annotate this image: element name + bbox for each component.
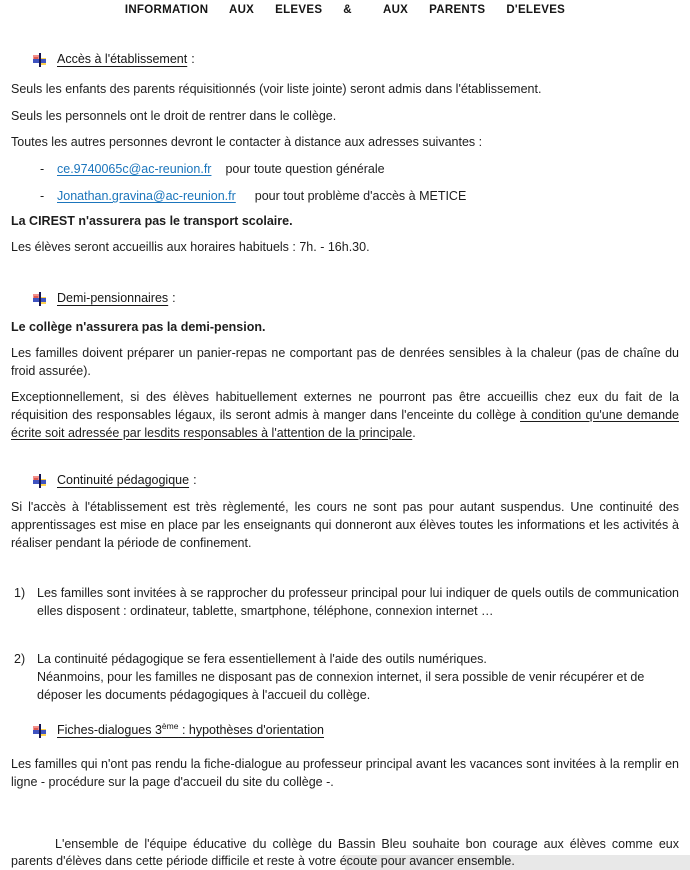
item-text-line1: La continuité pédagogique se fera essentiellement à l'aide des outils numériques. (37, 652, 487, 666)
item-number: 2) (14, 652, 26, 666)
item-number: 1) (14, 586, 26, 600)
section-heading-colon: : (193, 473, 197, 487)
colored-bullet-icon (33, 53, 46, 67)
section-heading-colon: : (191, 52, 195, 66)
document-page (0, 3, 690, 870)
email-link-metice[interactable]: Jonathan.gravina@ac-reunion.fr (57, 189, 236, 203)
item-text: Les familles sont invitées à se rapprocher du professeur principal pour lui indiquer de quels outils de communication elles disposent : ordinateur, tablette, smartphone, téléphone, connexion internet … (37, 586, 679, 618)
paragraph-acces-1: Seuls les enfants des parents réquisitionnés (voir liste jointe) seront admis dans l'établissement. (11, 82, 542, 96)
section-heading-acces (33, 51, 679, 68)
section-heading-label: Continuité pédagogique (57, 473, 190, 487)
paragraph-continuite: Si l'accès à l'établissement est très règlementé, les cours ne sont pas pour autant suspendus. Une continuité des apprentissages est mise en place par les enseignants qui donneront aux élèves toutes les informations et les activités à réaliser pendant la période de confinement. (11, 500, 679, 550)
contact-note: pour tout problème d'accès à METICE (254, 189, 467, 203)
paragraph-closing: L'ensemble de l'équipe éducative du collège du Bassin Bleu souhaite bon courage aux élèves comme eux parents d'élèves dans cette période difficile et reste à votre écoute pour avancer ensemble. (11, 837, 679, 868)
paragraph-panier-repas: Les familles doivent préparer un panier-repas ne comportant pas de denrées sensibles à la chaleur (pas de chaîne du froid assurée). (11, 346, 679, 378)
paragraph-acces-3: Toutes les autres personnes devront le contacter à distance aux adresses suivantes : (11, 135, 483, 149)
dash-bullet: - (40, 189, 45, 203)
paragraph-exception (11, 388, 679, 442)
section-heading-label: Accès à l'établissement (57, 52, 188, 66)
section-heading-label: Fiches-dialogues 3ème : hypothèses d'orientation (57, 720, 325, 737)
section-heading-label: Demi-pensionnaires (57, 291, 169, 305)
paragraph-cirest-bold: La CIREST n'assurera pas le transport scolaire. (11, 214, 293, 228)
paragraph-exception-end: . (412, 426, 416, 440)
paragraph-exception-normal: Exceptionnellement, si des élèves habituellement externes ne pourront pas être accueillis chez eux du fait de la réquisition des responsables légaux, ils seront admis à manger dans l'enceinte du collège (11, 390, 679, 422)
item-text-line2: Néanmoins, pour les familles ne disposant pas de connexion internet, il sera possible de venir récupérer et de déposer les documents pédagogiques à l'accueil du collège. (37, 670, 645, 702)
paragraph-horaires: Les élèves seront accueillis aux horaires habituels : 7h. - 16h.30. (11, 240, 370, 254)
numbered-item-2 (14, 650, 679, 704)
colored-bullet-icon (33, 292, 46, 306)
paragraph-exception-underlined: à condition qu'une demande écrite soit adressée par lesdits responsables à l'attention de la principale (11, 408, 679, 440)
contact-list-item (40, 160, 679, 178)
section-heading-fiches (33, 722, 679, 739)
paragraph-fiches: Les familles qui n'ont pas rendu la fiche-dialogue au professeur principal avant les vacances sont invitées à la remplir en ligne - procédure sur la page d'accueil du site du collège -. (11, 757, 679, 789)
email-link-general[interactable]: ce.9740065c@ac-reunion.fr (57, 162, 212, 176)
colored-bullet-icon (33, 724, 46, 738)
item-text (37, 650, 679, 704)
superscript-eme: ème (161, 720, 179, 731)
paragraph-acces-2: Seuls les personnels ont le droit de rentrer dans le collège. (11, 109, 337, 123)
document-title: INFORMATION AUX ELEVES & AUX PARENTS D'ELEVES (124, 4, 566, 16)
colored-bullet-icon (33, 474, 46, 488)
section-heading-continuite (33, 472, 679, 489)
contact-note: pour toute question générale (225, 162, 385, 176)
contact-list-item (40, 187, 679, 205)
section-heading-colon: : (172, 291, 176, 305)
section-heading-demi (33, 290, 679, 307)
dash-bullet: - (40, 162, 45, 176)
numbered-item-1 (14, 584, 679, 620)
paragraph-demi-bold: Le collège n'assurera pas la demi-pension. (11, 320, 266, 334)
